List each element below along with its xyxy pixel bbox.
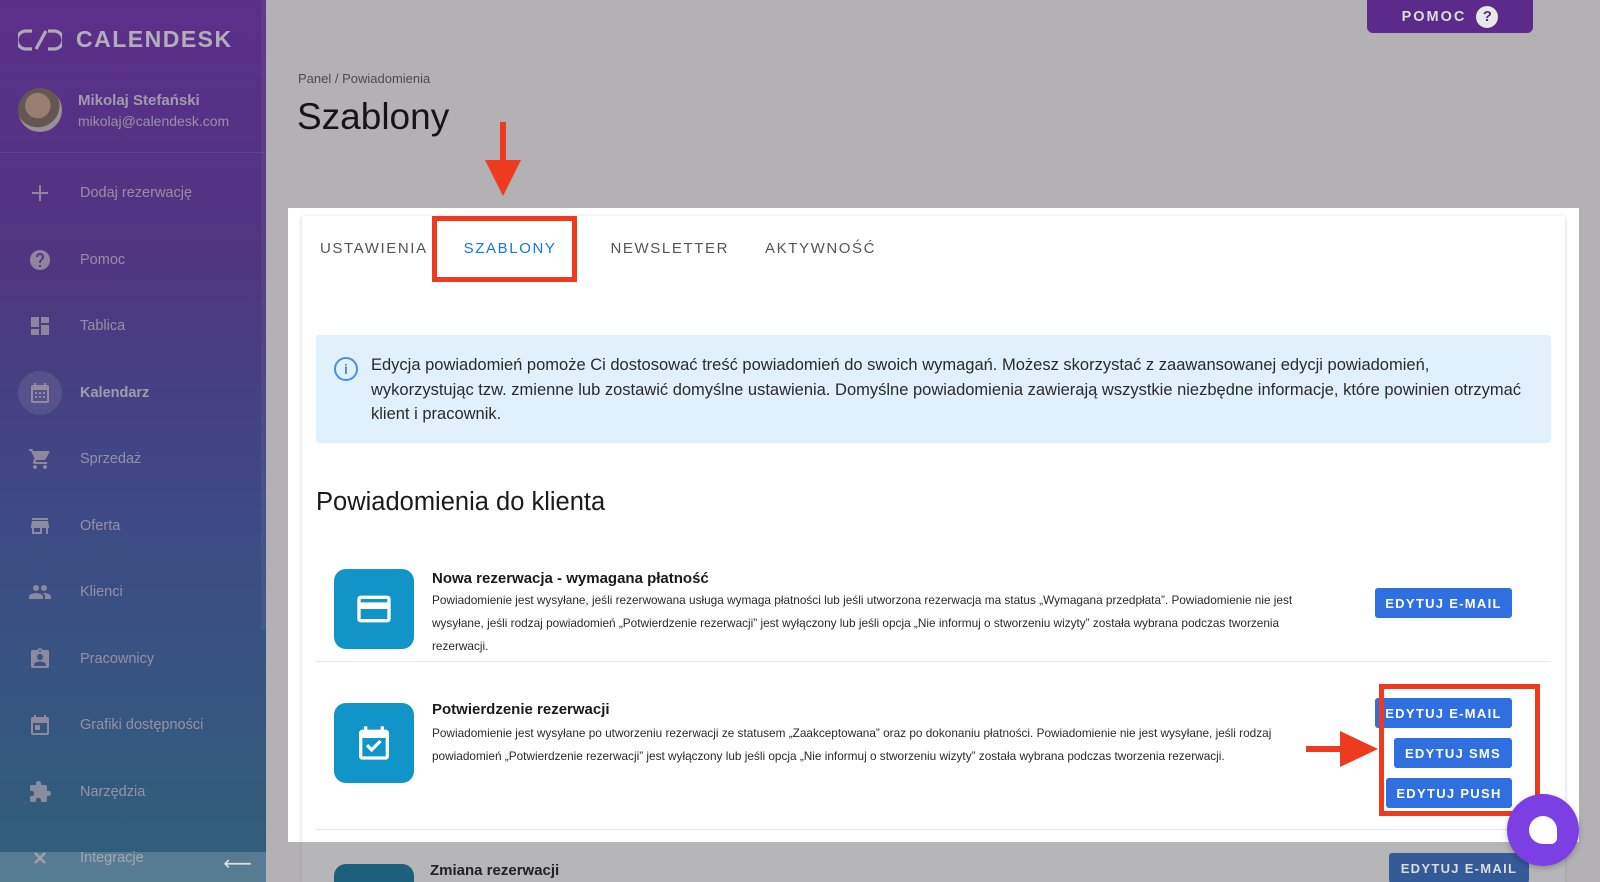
notification-title: Nowa rezerwacja - wymagana płatność (432, 570, 709, 587)
down-arrow-icon (485, 122, 521, 196)
section-title: Powiadomienia do klienta (316, 488, 606, 516)
page-title: Szablony (297, 96, 450, 137)
edit-email-button[interactable]: EDYTUJ E-MAIL (1375, 698, 1512, 728)
sidebar-item-label: Narzędzia (80, 783, 146, 800)
collapse-arrow-icon[interactable]: ⟵ (223, 853, 252, 875)
notification-row (316, 554, 1551, 662)
sidebar-item-label: Pracownicy (80, 650, 155, 667)
tab-bar (302, 216, 894, 280)
user-email: mikolaj@calendesk.com (78, 112, 230, 129)
tab-newsletter[interactable]: NEWSLETTER (610, 239, 730, 257)
sidebar-item-label: Sprzedaż (80, 451, 142, 468)
edit-email-button[interactable]: EDYTUJ E-MAIL (1375, 588, 1512, 618)
calendar-check-icon (334, 703, 414, 783)
chat-bubble-icon (1529, 816, 1557, 844)
edit-email-button[interactable]: EDYTUJ E-MAIL (1389, 853, 1529, 882)
user-name: Mikolaj Stefański (78, 91, 200, 109)
sidebar-item-label: Pomoc (80, 251, 126, 268)
notification-description: Powiadomienie jest wysyłane, jeśli rezerwowana usługa wymaga płatności lub jeśli utworzona rezerwacja ma status „Wymagana przedpłata”. Powiadomienie nie jest wysyłane, jeśli rodzaj powiadomień „Potwierdzenie rezerwacji” jest wyłączony lub jeśli opcja „Nie informuj o stworzeniu wizyty” została wybrana podczas tworzenia rezerwacji. (432, 593, 1293, 653)
info-icon: i (334, 357, 358, 381)
credit-card-icon (334, 569, 414, 649)
breadcrumb: Panel / Powiadomienia (298, 71, 431, 86)
help-button-label: POMOC (1401, 8, 1467, 25)
annotation-box-tab (432, 216, 577, 282)
question-icon: ? (1476, 6, 1498, 28)
help-button[interactable] (1367, 0, 1533, 33)
tab-szablony[interactable]: SZABLONY (463, 239, 557, 257)
tab-ustawienia[interactable]: USTAWIENIA (320, 239, 428, 257)
sidebar-item-label: Kalendarz (80, 384, 150, 401)
notification-title: Zmiana rezerwacji (430, 862, 560, 879)
chat-button[interactable] (1507, 794, 1579, 866)
sidebar-item-label: Tablica (80, 318, 126, 335)
sidebar-item-label: Dodaj rezerwację (80, 185, 193, 202)
sidebar-item-label: Grafiki dostępności (80, 717, 204, 734)
notification-description: Powiadomienie jest wysyłane po utworzeniu rezerwacji ze statusem „Zaakceptowana” oraz po dokonaniu płatności. Powiadomienie nie jest wysyłane, jeśli rodzaj powiadomień „Potwierdzenie rezerwacji” jest wyłączony lub jeśli opcja „Nie informuj o stworzeniu wizyty” została wybrana podczas tworzenia rezerwacji. (432, 726, 1272, 763)
notification-title: Potwierdzenie rezerwacji (432, 701, 610, 718)
sidebar-item-label: Integracje (80, 850, 144, 867)
info-text: Edycja powiadomień pomoże Ci dostosować treść powiadomień do swoich wymagań. Możesz skorzystać z zaawansowanej edycji powiadomień, wykorzystując tzw. zmienne lub zostawić domyślne ustawienia. Domyślne powiadomienia zawierają wszystkie niezbędne informacje, które powinien otrzymać klient i pracownik. (371, 356, 1521, 423)
annotation-box-buttons (1379, 684, 1540, 816)
sidebar-item-label: Klienci (80, 584, 123, 601)
calendar-edit-icon (334, 864, 414, 882)
sidebar (0, 0, 266, 882)
edit-sms-button[interactable]: EDYTUJ SMS (1394, 738, 1512, 768)
overlay-dim (0, 0, 266, 882)
notification-row (316, 686, 1551, 830)
info-alert (316, 335, 1551, 443)
edit-push-button[interactable]: EDYTUJ PUSH (1386, 778, 1512, 808)
tab-aktywnosc[interactable]: AKTYWNOŚĆ (765, 239, 877, 257)
app-name: CALENDESK (76, 26, 233, 52)
sidebar-item-label: Oferta (80, 517, 121, 534)
